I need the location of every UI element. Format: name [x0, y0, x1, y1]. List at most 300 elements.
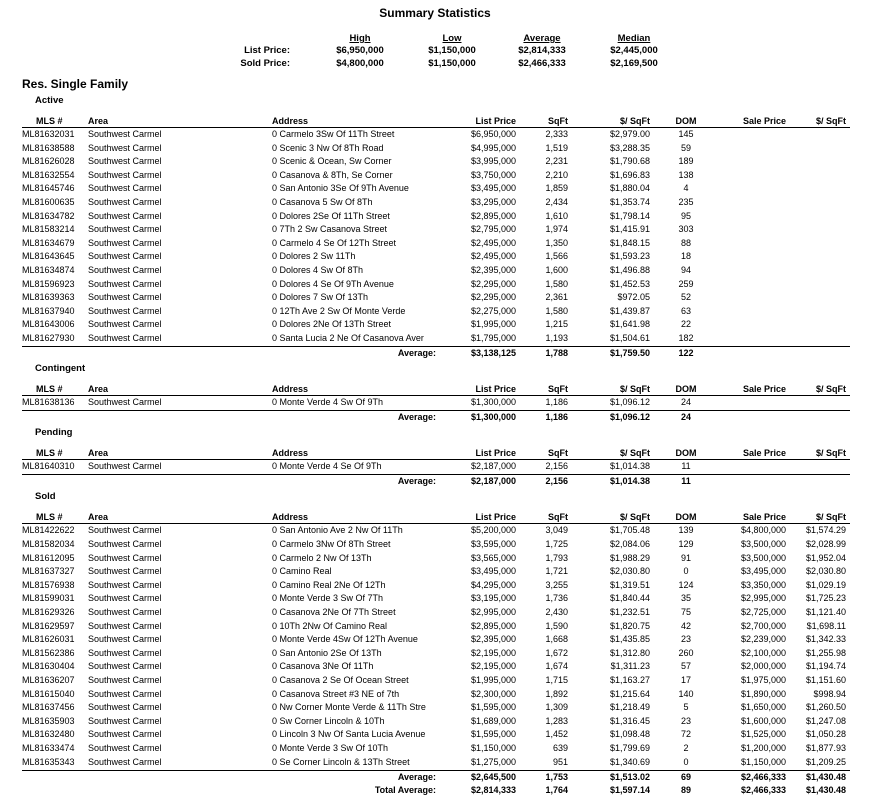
cell-dom: 182 [678, 333, 694, 343]
column-header-list-price: List Price [475, 512, 516, 523]
cell-sqft: 1,721 [545, 566, 568, 577]
cell-address: 0 Carmelo 3Nw Of 8Th Street [272, 538, 391, 549]
average-dom: 11 [681, 476, 691, 487]
cell-area: Southwest Carmel [88, 169, 162, 180]
cell-area: Southwest Carmel [88, 729, 162, 740]
cell-address: 0 Casanova Street #3 NE of 7th [272, 688, 400, 699]
cell-sqft: 1,186 [545, 397, 568, 408]
column-header-mls: MLS # [36, 512, 63, 523]
cell-address: 0 Scenic 3 Nw Of 8Th Road [272, 142, 384, 153]
table-row [0, 169, 870, 182]
cell-area: Southwest Carmel [88, 319, 162, 330]
table-row [0, 688, 870, 701]
cell-area: Southwest Carmel [88, 525, 162, 536]
table-row [0, 579, 870, 592]
total-average-row [0, 784, 870, 797]
cell-price-per-sqft: $1,163.27 [609, 674, 650, 685]
cell-list-price: $2,300,000 [470, 688, 516, 699]
cell-address: 0 Casanova 2 Se Of Ocean Street [272, 674, 409, 685]
average-sqft: 2,156 [545, 476, 568, 487]
cell-sqft: 3,255 [545, 579, 568, 590]
cell-area: Southwest Carmel [88, 237, 162, 248]
cell-address: 0 San Antonio 3Se Of 9Th Avenue [272, 183, 409, 194]
cell-sqft: 1,674 [545, 661, 568, 672]
cell-sale-price: $1,890,000 [740, 688, 786, 699]
cell-price-per-sqft: $1,705.48 [609, 525, 650, 536]
average-label: Average: [397, 476, 436, 487]
cell-price-per-sqft: $2,030.80 [609, 566, 650, 577]
cell-mls: ML81612095 [22, 552, 75, 563]
cell-sale-price: $2,700,000 [740, 620, 786, 631]
cell-address: 0 12Th Ave 2 Sw Of Monte Verde [272, 305, 406, 316]
cell-address: 0 Carmelo 2 Nw Of 13Th [272, 552, 372, 563]
cell-price-per-sqft: $1,415.91 [609, 224, 650, 235]
cell-sale-price-per-sqft: $998.94 [813, 688, 846, 699]
column-header-sqft: SqFt [548, 116, 568, 126]
cell-mls: ML81615040 [22, 688, 75, 699]
column-header-sale-price-per-sqft: $/ SqFt [815, 116, 846, 126]
cell-dom: 95 [680, 210, 691, 221]
cell-sqft: 1,580 [545, 278, 568, 289]
table-row [0, 142, 870, 155]
table-row [0, 155, 870, 168]
table-row [0, 291, 870, 304]
column-header-dom: DOM [675, 512, 697, 523]
cell-mls: ML81639363 [22, 292, 75, 303]
table-row [0, 715, 870, 728]
average-row [0, 475, 870, 488]
table-row [0, 237, 870, 250]
cell-area: Southwest Carmel [88, 715, 162, 726]
cell-area: Southwest Carmel [88, 142, 162, 153]
cell-area: Southwest Carmel [88, 129, 162, 139]
section-heading-contingent: Contingent [35, 363, 86, 375]
cell-address: 0 Dolores 7 Sw Of 13Th [272, 292, 369, 303]
cell-sqft: 1,668 [545, 634, 568, 645]
column-header-mls: MLS # [36, 448, 63, 459]
cell-mls: ML81632480 [22, 729, 75, 740]
summary-row-label: Sold Price: [240, 58, 290, 69]
cell-price-per-sqft: $1,848.15 [609, 237, 650, 248]
cell-dom: 11 [681, 461, 691, 472]
cell-sqft: 639 [552, 742, 568, 753]
cell-dom: 189 [678, 156, 694, 167]
cell-sqft: 1,193 [545, 333, 568, 343]
cell-sqft: 1,566 [545, 251, 568, 262]
average-dom: 24 [680, 412, 691, 423]
cell-sale-price-per-sqft: $1,255.98 [805, 647, 846, 658]
column-header-sale-price-per-sqft: $/ SqFt [815, 512, 846, 523]
cell-sale-price-per-sqft: $1,952.04 [805, 552, 846, 563]
cell-sqft: 2,231 [545, 156, 568, 167]
column-header-list-price: List Price [475, 116, 516, 126]
average-sqft: 1,753 [545, 771, 568, 782]
cell-dom: 5 [683, 702, 689, 713]
cell-dom: 145 [678, 129, 694, 139]
summary-value: $4,800,000 [336, 58, 384, 69]
cell-area: Southwest Carmel [88, 552, 162, 563]
column-header-dom: DOM [675, 384, 697, 395]
cell-dom: 260 [678, 647, 694, 658]
cell-sale-price: $3,500,000 [740, 538, 786, 549]
table-row [0, 592, 870, 605]
cell-sale-price-per-sqft: $1,574.29 [805, 525, 846, 536]
cell-address: 0 Casanova 2Ne Of 7Th Street [272, 606, 396, 617]
cell-address: 0 Monte Verde 4 Se Of 9Th [272, 461, 382, 472]
cell-mls: ML81633474 [22, 742, 75, 753]
table-row [0, 524, 870, 537]
column-header-sale-price: Sale Price [742, 448, 786, 459]
cell-dom: 303 [678, 224, 694, 235]
cell-mls: ML81600635 [22, 197, 75, 207]
cell-list-price: $1,150,000 [470, 742, 516, 753]
cell-area: Southwest Carmel [88, 197, 162, 207]
cell-sqft: 1,519 [545, 142, 568, 153]
column-header-sqft: SqFt [548, 384, 568, 395]
total-average-list-price: $2,814,333 [470, 784, 516, 795]
table-row [0, 660, 870, 673]
column-header-area: Area [88, 512, 109, 523]
cell-list-price: $4,295,000 [470, 579, 516, 590]
summary-value: $2,466,333 [518, 58, 566, 69]
table-row [0, 756, 870, 769]
column-header-dom: DOM [675, 116, 697, 126]
cell-area: Southwest Carmel [88, 305, 162, 316]
cell-address: 0 7Th 2 Sw Casanova Street [272, 224, 388, 235]
cell-dom: 42 [680, 620, 691, 631]
cell-address: 0 Carmelo 4 Se Of 12Th Street [272, 237, 397, 248]
average-dom: 69 [680, 771, 691, 782]
cell-dom: 59 [680, 142, 691, 153]
cell-address: 0 Monte Verde 3 Sw Of 10Th [272, 742, 389, 753]
average-list-price: $3,138,125 [470, 348, 516, 359]
cell-list-price: $2,187,000 [470, 461, 516, 472]
cell-price-per-sqft: $1,988.29 [609, 552, 650, 563]
average-sqft: 1,788 [545, 348, 568, 359]
cell-list-price: $2,495,000 [470, 237, 516, 248]
cell-mls: ML81583214 [22, 224, 75, 235]
column-header-area: Area [88, 116, 109, 126]
cell-list-price: $1,275,000 [470, 756, 516, 767]
cell-list-price: $4,995,000 [470, 142, 516, 153]
cell-area: Southwest Carmel [88, 702, 162, 713]
cell-mls: ML81596923 [22, 278, 75, 289]
cell-sqft: 1,600 [545, 265, 568, 275]
cell-address: 0 Camino Real [272, 566, 332, 577]
table-row [0, 647, 870, 660]
cell-address: 0 Scenic & Ocean, Sw Corner [272, 156, 392, 167]
cell-address: 0 Carmelo 3Sw Of 11Th Street [272, 129, 395, 139]
cell-price-per-sqft: $1,232.51 [609, 606, 650, 617]
total-average-sqft: 1,764 [545, 784, 568, 795]
table-row [0, 742, 870, 755]
cell-area: Southwest Carmel [88, 265, 162, 275]
cell-mls: ML81599031 [22, 593, 75, 604]
column-header-address: Address [272, 384, 309, 395]
cell-area: Southwest Carmel [88, 674, 162, 685]
cell-address: 0 Sw Corner Lincoln & 10Th [272, 715, 385, 726]
cell-sale-price-per-sqft: $1,877.93 [805, 742, 846, 753]
cell-sale-price: $1,200,000 [740, 742, 786, 753]
cell-dom: 23 [680, 634, 691, 645]
cell-price-per-sqft: $1,340.69 [609, 756, 650, 767]
cell-sqft: 1,309 [545, 702, 568, 713]
cell-list-price: $2,275,000 [470, 305, 516, 316]
cell-sqft: 1,672 [545, 647, 568, 658]
cell-price-per-sqft: $3,288.35 [609, 142, 650, 153]
cell-price-per-sqft: $1,316.45 [609, 715, 650, 726]
cell-area: Southwest Carmel [88, 183, 162, 194]
cell-list-price: $2,395,000 [470, 634, 516, 645]
cell-list-price: $3,195,000 [470, 593, 516, 604]
cell-dom: 124 [678, 579, 694, 590]
property-type-heading: Res. Single Family [22, 77, 129, 91]
cell-dom: 129 [678, 538, 694, 549]
table-row [0, 728, 870, 741]
cell-sqft: 1,283 [545, 715, 568, 726]
cell-list-price: $3,995,000 [470, 156, 516, 167]
cell-sqft: 1,215 [545, 319, 568, 330]
cell-dom: 17 [680, 674, 691, 685]
cell-sale-price-per-sqft: $1,209.25 [805, 756, 846, 767]
average-list-price: $2,645,500 [470, 771, 516, 782]
cell-mls: ML81632031 [22, 129, 75, 139]
cell-price-per-sqft: $1,435.85 [609, 634, 650, 645]
section-heading-pending: Pending [35, 427, 73, 439]
cell-sale-price-per-sqft: $1,247.08 [805, 715, 846, 726]
column-header-mls: MLS # [36, 116, 63, 126]
cell-sqft: 2,430 [545, 606, 568, 617]
average-price-per-sqft: $1,513.02 [609, 771, 650, 782]
cell-area: Southwest Carmel [88, 210, 162, 221]
cell-list-price: $2,195,000 [470, 661, 516, 672]
summary-header-median: Median [617, 33, 651, 44]
cell-list-price: $1,995,000 [470, 319, 516, 330]
cell-price-per-sqft: $1,799.69 [609, 742, 650, 753]
cell-mls: ML81637456 [22, 702, 75, 713]
summary-value: $2,445,000 [610, 45, 658, 56]
cell-dom: 235 [678, 197, 694, 207]
cell-sqft: 1,892 [545, 688, 568, 699]
cell-list-price: $3,495,000 [470, 183, 516, 194]
cell-sqft: 1,715 [545, 674, 568, 685]
table-row [0, 620, 870, 633]
cell-sqft: 1,350 [545, 237, 568, 248]
column-header-sqft: SqFt [548, 512, 568, 523]
cell-mls: ML81582034 [22, 538, 75, 549]
summary-value: $1,150,000 [428, 58, 476, 69]
cell-area: Southwest Carmel [88, 620, 162, 631]
cell-sale-price: $2,239,000 [740, 634, 786, 645]
cell-sale-price: $2,100,000 [740, 647, 786, 658]
table-row [0, 606, 870, 619]
table-row [0, 538, 870, 551]
average-label: Average: [397, 412, 436, 423]
summary-header-average: Average [523, 33, 561, 44]
average-list-price: $2,187,000 [470, 476, 516, 487]
summary-header-high: High [349, 33, 371, 44]
cell-list-price: $2,995,000 [470, 606, 516, 617]
cell-area: Southwest Carmel [88, 647, 162, 658]
cell-sale-price: $1,150,000 [740, 756, 786, 767]
cell-address: 0 Nw Corner Monte Verde & 11Th Stre [272, 702, 426, 713]
cell-sale-price: $1,975,000 [740, 674, 786, 685]
table-row [0, 552, 870, 565]
cell-price-per-sqft: $1,880.04 [609, 183, 650, 194]
average-label: Average: [397, 348, 436, 359]
table-row [0, 278, 870, 291]
column-header-address: Address [272, 512, 309, 523]
cell-area: Southwest Carmel [88, 593, 162, 604]
cell-price-per-sqft: $1,798.14 [609, 210, 650, 221]
cell-address: 0 Dolores 2Se Of 11Th Street [272, 210, 390, 221]
column-header-price-per-sqft: $/ SqFt [619, 448, 650, 459]
cell-sqft: 2,361 [545, 292, 568, 303]
cell-list-price: $3,295,000 [470, 197, 516, 207]
cell-list-price: $3,750,000 [470, 169, 516, 180]
cell-sale-price-per-sqft: $2,028.99 [805, 538, 846, 549]
cell-mls: ML81636207 [22, 674, 75, 685]
total-average-dom: 89 [680, 784, 691, 795]
cell-area: Southwest Carmel [88, 251, 162, 262]
cell-list-price: $2,295,000 [470, 292, 516, 303]
cell-address: 0 Monte Verde 4 Sw Of 9Th [272, 397, 384, 408]
cell-sale-price-per-sqft: $1,342.33 [805, 634, 846, 645]
cell-mls: ML81645746 [22, 183, 75, 194]
cell-mls: ML81626028 [22, 156, 75, 167]
column-header-price-per-sqft: $/ SqFt [619, 384, 650, 395]
total-average-sale-price-per-sqft: $1,430.48 [805, 784, 846, 795]
cell-price-per-sqft: $1,353.74 [609, 197, 650, 207]
cell-area: Southwest Carmel [88, 397, 162, 408]
column-header-sale-price: Sale Price [742, 116, 786, 126]
cell-area: Southwest Carmel [88, 333, 162, 343]
cell-address: 0 Casanova 5 Sw Of 8Th [272, 197, 373, 207]
column-header-address: Address [272, 116, 309, 126]
cell-sqft: 1,859 [545, 183, 568, 194]
cell-address: 0 Santa Lucia 2 Ne Of Casanova Aver [272, 333, 424, 343]
cell-address: 0 Dolores 2Ne Of 13Th Street [272, 319, 392, 330]
average-row [0, 771, 870, 784]
cell-dom: 259 [678, 278, 694, 289]
cell-list-price: $2,395,000 [470, 265, 516, 275]
column-header-address: Address [272, 448, 309, 459]
cell-mls: ML81562386 [22, 647, 75, 658]
cell-price-per-sqft: $1,319.51 [609, 579, 650, 590]
cell-sqft: 1,452 [545, 729, 568, 740]
cell-address: 0 Dolores 4 Se Of 9Th Avenue [272, 278, 394, 289]
cell-mls: ML81643006 [22, 319, 75, 330]
average-price-per-sqft: $1,096.12 [609, 412, 650, 423]
cell-sale-price: $2,000,000 [740, 661, 786, 672]
cell-mls: ML81635903 [22, 715, 75, 726]
average-row [0, 347, 870, 360]
cell-sale-price: $3,495,000 [740, 566, 786, 577]
cell-sqft: 1,736 [545, 593, 568, 604]
cell-address: 0 Dolores 4 Sw Of 8Th [272, 265, 364, 275]
cell-price-per-sqft: $2,084.06 [609, 538, 650, 549]
cell-list-price: $1,995,000 [470, 674, 516, 685]
cell-dom: 2 [683, 742, 689, 753]
cell-list-price: $2,495,000 [470, 251, 516, 262]
cell-price-per-sqft: $1,593.23 [609, 251, 650, 262]
cell-mls: ML81638588 [22, 142, 75, 153]
cell-mls: ML81629326 [22, 606, 75, 617]
cell-list-price: $2,195,000 [470, 647, 516, 658]
cell-sale-price: $2,725,000 [740, 606, 786, 617]
table-row [0, 460, 870, 473]
cell-mls: ML81629597 [22, 620, 75, 631]
cell-mls: ML81634679 [22, 237, 75, 248]
cell-address: 0 Se Corner Lincoln & 13Th Street [272, 756, 410, 767]
cell-price-per-sqft: $1,215.64 [609, 688, 650, 699]
cell-list-price: $6,950,000 [470, 129, 516, 139]
average-list-price: $1,300,000 [470, 412, 516, 423]
cell-sqft: 1,610 [545, 210, 568, 221]
cell-sale-price-per-sqft: $1,050.28 [805, 729, 846, 740]
cell-price-per-sqft: $1,098.48 [609, 729, 650, 740]
cell-dom: 63 [680, 305, 691, 316]
cell-dom: 138 [678, 169, 694, 180]
summary-row-label: List Price: [244, 45, 290, 56]
cell-area: Southwest Carmel [88, 688, 162, 699]
cell-area: Southwest Carmel [88, 579, 162, 590]
cell-list-price: $2,295,000 [470, 278, 516, 289]
section-heading-active: Active [35, 95, 64, 106]
cell-mls: ML81643645 [22, 251, 75, 262]
column-header-list-price: List Price [475, 448, 516, 459]
column-header-area: Area [88, 384, 109, 395]
cell-sale-price-per-sqft: $1,725.23 [805, 593, 846, 604]
cell-area: Southwest Carmel [88, 224, 162, 235]
cell-sale-price: $3,500,000 [740, 552, 786, 563]
cell-price-per-sqft: $1,504.61 [609, 333, 650, 343]
cell-sale-price: $1,525,000 [740, 729, 786, 740]
cell-sqft: 2,434 [545, 197, 568, 207]
cell-dom: 94 [680, 265, 691, 275]
cell-price-per-sqft: $1,496.88 [609, 265, 650, 275]
column-header-area: Area [88, 448, 109, 459]
column-header-sale-price: Sale Price [742, 512, 786, 523]
cell-price-per-sqft: $1,218.49 [609, 702, 650, 713]
table-row [0, 701, 870, 714]
cell-mls: ML81640310 [22, 461, 75, 472]
cell-sale-price-per-sqft: $1,151.60 [805, 674, 846, 685]
table-row [0, 182, 870, 195]
cell-dom: 91 [680, 552, 691, 563]
cell-sqft: 1,725 [545, 538, 568, 549]
cell-dom: 0 [683, 756, 689, 767]
cell-mls: ML81637940 [22, 305, 75, 316]
cell-area: Southwest Carmel [88, 278, 162, 289]
cell-list-price: $2,895,000 [470, 210, 516, 221]
cell-mls: ML81632554 [22, 169, 75, 180]
total-average-price-per-sqft: $1,597.14 [609, 784, 650, 795]
cell-dom: 0 [683, 566, 689, 577]
cell-dom: 22 [680, 319, 691, 330]
table-row [0, 565, 870, 578]
cell-price-per-sqft: $1,096.12 [609, 397, 650, 408]
cell-sale-price-per-sqft: $2,030.80 [805, 566, 846, 577]
cell-sale-price-per-sqft: $1,121.40 [805, 606, 846, 617]
cell-dom: 88 [680, 237, 691, 248]
summary-value: $1,150,000 [428, 45, 476, 56]
table-row [0, 305, 870, 318]
cell-price-per-sqft: $2,979.00 [609, 129, 650, 139]
cell-mls: ML81635343 [22, 756, 75, 767]
column-header-dom: DOM [675, 448, 697, 459]
cell-sale-price: $4,800,000 [740, 525, 786, 536]
